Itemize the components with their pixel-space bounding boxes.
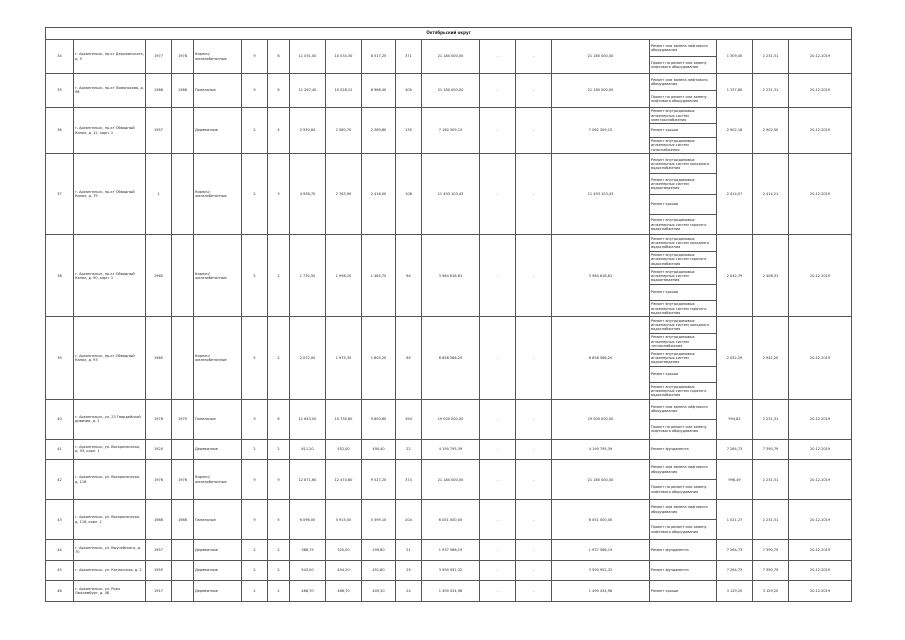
owners-cost: 4 190 795,39 bbox=[552, 439, 650, 460]
completion-date: 20.12.2019 bbox=[789, 74, 852, 108]
work-type: Ремонт внутридомовых инженерных систем водоотведения bbox=[650, 174, 717, 194]
address-cell: г. Архангельск, пр-кт Дзержинского, д. 9 bbox=[74, 40, 146, 74]
total-cost: 7 160 309,15 bbox=[422, 107, 480, 153]
work-type: Ремонт внутридомовых инженерных систем водоотведения bbox=[650, 350, 717, 366]
total-cost: 11 493 103,43 bbox=[422, 154, 480, 235]
fund-regional: - bbox=[516, 460, 552, 500]
fund-federal: - bbox=[480, 399, 516, 439]
total-cost: 21 180 000,00 bbox=[422, 40, 480, 74]
residents-count: 108 bbox=[396, 154, 422, 235]
section-title: Октябрьский округ bbox=[46, 28, 852, 40]
commission-year: 1986 bbox=[172, 500, 194, 540]
completion-date: 20.12.2019 bbox=[789, 540, 852, 561]
work-type: Ремонт внутридомовых инженерных систем газоснабжения bbox=[650, 137, 717, 153]
work-type: Ремонт или замена лифтового оборудования bbox=[650, 460, 717, 480]
build-year: 1977 bbox=[146, 40, 172, 74]
row-number: 44 bbox=[46, 540, 74, 561]
entrances-count: 6 bbox=[268, 74, 290, 108]
address-cell: г. Архангельск, ул. Розы Люксембург, д. 48 bbox=[74, 581, 146, 602]
commission-year bbox=[172, 560, 194, 581]
living-area: 12 474,60 bbox=[326, 460, 362, 500]
row-number: 46 bbox=[46, 581, 74, 602]
work-type: Проект на ремонт или замену лифтового оборудования bbox=[650, 419, 717, 439]
table-row bbox=[46, 235, 852, 251]
living-area: 320,00 bbox=[326, 540, 362, 561]
residents-count: 394 bbox=[396, 399, 422, 439]
total-area: 11 643,00 bbox=[290, 399, 326, 439]
build-year: 1976 bbox=[146, 460, 172, 500]
fund-regional: - bbox=[516, 560, 552, 581]
entrances-count: 6 bbox=[268, 399, 290, 439]
total-area: 4 938,70 bbox=[290, 154, 326, 235]
residential-area: 2 369,80 bbox=[362, 107, 396, 153]
completion-date: 20.12.2019 bbox=[789, 317, 852, 399]
residential-area: 9 800,60 bbox=[362, 399, 396, 439]
table-row bbox=[46, 40, 852, 57]
commission-year bbox=[172, 540, 194, 561]
commission-year: 1976 bbox=[172, 460, 194, 500]
wall-material: Кирпич/ железобетонные bbox=[194, 460, 242, 500]
build-year: 1957 bbox=[146, 107, 172, 153]
address-cell: г. Архангельск, ул. 23 Гвардейской дивизии, д. 1 bbox=[74, 399, 146, 439]
owners-cost: 21 180 000,00 bbox=[552, 40, 650, 74]
wall-material: Деревянные bbox=[194, 107, 242, 153]
max-unit-cost: 2 902,50 bbox=[753, 107, 789, 153]
commission-year: 1979 bbox=[172, 399, 194, 439]
work-type: Ремонт или замена лифтового оборудования bbox=[650, 500, 717, 520]
residential-area: 1 805,20 bbox=[362, 317, 396, 399]
commission-year bbox=[172, 439, 194, 460]
total-cost: 21 180 000,00 bbox=[422, 74, 480, 108]
residents-count: 25 bbox=[396, 560, 422, 581]
living-area: 5 915,50 bbox=[326, 500, 362, 540]
entrances-count: 2 bbox=[268, 560, 290, 581]
work-type: Ремонт внутридомовых инженерных систем холодного водоснабжения bbox=[650, 317, 717, 333]
unit-cost: 3 129,20 bbox=[717, 581, 753, 602]
residents-count: 22 bbox=[396, 439, 422, 460]
residential-area: 1 484,70 bbox=[362, 235, 396, 317]
completion-date: 20.12.2019 bbox=[789, 40, 852, 74]
fund-regional: - bbox=[516, 317, 552, 399]
fund-regional: - bbox=[516, 74, 552, 108]
max-unit-cost: 2 408,31 bbox=[753, 235, 789, 317]
fund-regional: - bbox=[516, 154, 552, 235]
owners-cost: 21 180 000,00 bbox=[552, 74, 650, 108]
address-cell: г. Архангельск, ул. Воскресенская, д. 116 bbox=[74, 460, 146, 500]
owners-cost: 6 658 566,20 bbox=[552, 317, 650, 399]
fund-federal: - bbox=[480, 500, 516, 540]
wall-material: Деревянные bbox=[194, 560, 242, 581]
commission-year: 1986 bbox=[172, 74, 194, 108]
total-area: 611,20 bbox=[290, 439, 326, 460]
residents-count: 371 bbox=[396, 40, 422, 74]
completion-date: 20.12.2019 bbox=[789, 460, 852, 500]
build-year: 1965 bbox=[146, 317, 172, 399]
row-number: 36 bbox=[46, 107, 74, 153]
build-year: 1978 bbox=[146, 399, 172, 439]
unit-cost: 2 902,16 bbox=[717, 107, 753, 153]
owners-cost: 21 180 000,00 bbox=[552, 460, 650, 500]
total-cost: 1 937 566,19 bbox=[422, 540, 480, 561]
wall-material: Панельные bbox=[194, 399, 242, 439]
floors-count: 2 bbox=[242, 581, 268, 602]
work-type: Ремонт внутридомовых инженерных систем горячего водоснабжения bbox=[650, 215, 717, 235]
work-type: Ремонт внутридомовых инженерных систем горячего водоснабжения bbox=[650, 383, 717, 399]
fund-regional: - bbox=[516, 235, 552, 317]
total-cost: 3 590 952,32 bbox=[422, 560, 480, 581]
fund-regional: - bbox=[516, 500, 552, 540]
entrances-count: 2 bbox=[268, 317, 290, 399]
row-number: 34 bbox=[46, 40, 74, 74]
living-area: 494,20 bbox=[326, 560, 362, 581]
residential-area: 2 416,00 bbox=[362, 154, 396, 235]
work-type: Проект на ремонт или замену лифтового оборудования bbox=[650, 480, 717, 500]
build-year: 1986 bbox=[146, 74, 172, 108]
fund-federal: - bbox=[480, 540, 516, 561]
table-row bbox=[46, 581, 852, 602]
fund-federal: - bbox=[480, 581, 516, 602]
commission-year bbox=[172, 107, 194, 153]
row-number: 45 bbox=[46, 560, 74, 581]
work-type: Проект на ремонт или замену лифтового оборудования bbox=[650, 90, 717, 107]
floors-count: 2 bbox=[242, 439, 268, 460]
max-unit-cost: 2 231,31 bbox=[753, 40, 789, 74]
completion-date: 20.12.2019 bbox=[789, 399, 852, 439]
total-area: 2 072,00 bbox=[290, 317, 326, 399]
floors-count: 2 bbox=[242, 107, 268, 153]
address-cell: г. Архангельск, ул. Котласская, д. 2 bbox=[74, 560, 146, 581]
owners-cost: 1 490 434,98 bbox=[552, 581, 650, 602]
total-area: 466,70 bbox=[290, 581, 326, 602]
work-type: Проект на ремонт или замену лифтового оборудования bbox=[650, 57, 717, 74]
wall-material: Кирпич/ железобетонные bbox=[194, 317, 242, 399]
max-unit-cost: 2 231,31 bbox=[753, 399, 789, 439]
unit-cost: 996,49 bbox=[717, 460, 753, 500]
completion-date: 20.12.2019 bbox=[789, 235, 852, 317]
build-year: 1960 bbox=[146, 235, 172, 317]
max-unit-cost: 2 414,21 bbox=[753, 154, 789, 235]
floors-count: 5 bbox=[242, 317, 268, 399]
address-cell: г. Архангельск, ул. Воскресенская, д. 116, корп. 2 bbox=[74, 500, 146, 540]
completion-date: 20.12.2019 bbox=[789, 107, 852, 153]
build-year: 1920 bbox=[146, 439, 172, 460]
unit-cost: 1 337,80 bbox=[717, 74, 753, 108]
max-unit-cost: 2 231,31 bbox=[753, 74, 789, 108]
entrances-count: 3 bbox=[268, 154, 290, 235]
owners-cost: 7 062 309,15 bbox=[552, 107, 650, 153]
row-number: 42 bbox=[46, 460, 74, 500]
entrances-count: 2 bbox=[268, 235, 290, 317]
max-unit-cost: 7 390,79 bbox=[753, 439, 789, 460]
wall-material: Кирпич/ железобетонные bbox=[194, 154, 242, 235]
entrances-count: 5 bbox=[268, 500, 290, 540]
table-row bbox=[46, 154, 852, 174]
living-area: 2 580,70 bbox=[326, 107, 362, 153]
total-area: 12 871,60 bbox=[290, 460, 326, 500]
residents-count: 85 bbox=[396, 317, 422, 399]
table-row bbox=[46, 74, 852, 91]
total-cost: 3 984 618,61 bbox=[422, 235, 480, 317]
floors-count: 2 bbox=[242, 540, 268, 561]
residents-count: 135 bbox=[396, 107, 422, 153]
entrances-count: 4 bbox=[268, 107, 290, 153]
residents-count: 374 bbox=[396, 460, 422, 500]
commission-year bbox=[172, 581, 194, 602]
work-type: Ремонт внутридомовых инженерных систем холодного водоснабжения bbox=[650, 235, 717, 251]
total-cost: 19 000 000,00 bbox=[422, 399, 480, 439]
unit-cost: 2 042,79 bbox=[717, 235, 753, 317]
living-area: 1 975,30 bbox=[326, 317, 362, 399]
row-number: 43 bbox=[46, 500, 74, 540]
completion-date: 20.12.2019 bbox=[789, 500, 852, 540]
fund-federal: - bbox=[480, 107, 516, 153]
residential-area: 8 966,40 bbox=[362, 74, 396, 108]
total-area: 11 031,00 bbox=[290, 40, 326, 74]
row-number: 35 bbox=[46, 74, 74, 108]
work-type: Ремонт или замена лифтового оборудования bbox=[650, 74, 717, 91]
row-number: 38 bbox=[46, 235, 74, 317]
fund-federal: - bbox=[480, 317, 516, 399]
residential-area: 451,80 bbox=[362, 560, 396, 581]
table-row bbox=[46, 317, 852, 333]
address-cell: г. Архангельск, пр-кт Обводный Канал, д. 90, корп. 1 bbox=[74, 235, 146, 317]
fund-regional: - bbox=[516, 399, 552, 439]
total-area: 6 096,00 bbox=[290, 500, 326, 540]
unit-cost: 1 309,40 bbox=[717, 40, 753, 74]
owners-cost: 3 984 618,61 bbox=[552, 235, 650, 317]
table-row bbox=[46, 540, 852, 561]
max-unit-cost: 2 231,31 bbox=[753, 500, 789, 540]
total-cost: 6 051 000,00 bbox=[422, 500, 480, 540]
work-type: Ремонт внутридомовых инженерных систем горячего водоснабжения bbox=[650, 251, 717, 267]
floors-count: 5 bbox=[242, 235, 268, 317]
living-area: 466,70 bbox=[326, 581, 362, 602]
row-number: 37 bbox=[46, 154, 74, 235]
completion-date: 20.12.2019 bbox=[789, 439, 852, 460]
fund-federal: - bbox=[480, 560, 516, 581]
fund-federal: - bbox=[480, 40, 516, 74]
wall-material: Деревянные bbox=[194, 581, 242, 602]
residential-area: 299,80 bbox=[362, 540, 396, 561]
entrances-count: 2 bbox=[268, 581, 290, 602]
owners-cost: 1 937 566,19 bbox=[552, 540, 650, 561]
living-area: 10 034,30 bbox=[326, 40, 362, 74]
total-cost: 4 190 795,39 bbox=[422, 439, 480, 460]
floors-count: 9 bbox=[242, 399, 268, 439]
row-number: 40 bbox=[46, 399, 74, 439]
capital-repair-table bbox=[45, 27, 852, 602]
work-type: Ремонт фундамента bbox=[650, 540, 717, 561]
fund-regional: - bbox=[516, 40, 552, 74]
build-year: 1 bbox=[146, 154, 172, 235]
total-cost: 21 180 000,00 bbox=[422, 460, 480, 500]
fund-regional: - bbox=[516, 107, 552, 153]
commission-year bbox=[172, 317, 194, 399]
unit-cost: 2 414,07 bbox=[717, 154, 753, 235]
build-year: 1986 bbox=[146, 500, 172, 540]
work-type: Ремонт крыши bbox=[650, 124, 717, 137]
work-type: Ремонт внутридомовых инженерных систем водоотведения bbox=[650, 268, 717, 284]
residential-area: 9 527,20 bbox=[362, 460, 396, 500]
unit-cost: 1 021,27 bbox=[717, 500, 753, 540]
living-area: 552,00 bbox=[326, 439, 362, 460]
work-type: Ремонт фундамента bbox=[650, 560, 717, 581]
row-number: 41 bbox=[46, 439, 74, 460]
completion-date: 20.12.2019 bbox=[789, 581, 852, 602]
wall-material: Деревянные bbox=[194, 540, 242, 561]
total-area: 386,75 bbox=[290, 540, 326, 561]
work-type: Ремонт внутридомовых инженерных систем теплоснабжения bbox=[650, 333, 717, 349]
residential-area: 405,10 bbox=[362, 581, 396, 602]
work-type: Проект на ремонт или замену лифтового оборудования bbox=[650, 520, 717, 540]
build-year: 1917 bbox=[146, 581, 172, 602]
table-row bbox=[46, 399, 852, 419]
unit-cost: 7 264,73 bbox=[717, 439, 753, 460]
work-type: Ремонт внутридомовых инженерных систем горячего водоснабжения bbox=[650, 301, 717, 317]
entrances-count: 9 bbox=[268, 460, 290, 500]
residents-count: 21 bbox=[396, 540, 422, 561]
total-cost: 6 658 566,20 bbox=[422, 317, 480, 399]
table-row bbox=[46, 107, 852, 123]
max-unit-cost: 7 390,79 bbox=[753, 540, 789, 561]
wall-material: Деревянные bbox=[194, 439, 242, 460]
owners-cost: 3 590 952,32 bbox=[552, 560, 650, 581]
work-type: Ремонт крыши bbox=[650, 581, 717, 602]
owners-cost: 6 051 000,00 bbox=[552, 500, 650, 540]
build-year: 1957 bbox=[146, 540, 172, 561]
living-area: 10 028,12 bbox=[326, 74, 362, 108]
work-type: Ремонт фундамента bbox=[650, 439, 717, 460]
max-unit-cost: 3 129,20 bbox=[753, 581, 789, 602]
floors-count: 2 bbox=[242, 154, 268, 235]
commission-year bbox=[172, 154, 194, 235]
total-cost: 1 490 434,98 bbox=[422, 581, 480, 602]
unit-cost: 994,82 bbox=[717, 399, 753, 439]
work-type: Ремонт внутридомовых инженерных систем электроснабжения bbox=[650, 107, 717, 123]
fund-regional: - bbox=[516, 439, 552, 460]
work-type: Ремонт крыши bbox=[650, 366, 717, 382]
fund-regional: - bbox=[516, 581, 552, 602]
completion-date: 20.12.2019 bbox=[789, 560, 852, 581]
table-row bbox=[46, 560, 852, 581]
floors-count: 9 bbox=[242, 460, 268, 500]
table-row bbox=[46, 460, 852, 480]
table-row bbox=[46, 500, 852, 520]
entrances-count: 6 bbox=[268, 40, 290, 74]
residents-count: 24 bbox=[396, 581, 422, 602]
address-cell: г. Архангельск, ул. Выучейского, д. 70 bbox=[74, 540, 146, 561]
work-type: Ремонт крыши bbox=[650, 194, 717, 214]
wall-material: Панельные bbox=[194, 500, 242, 540]
wall-material: Кирпич/ железобетонные bbox=[194, 40, 242, 74]
address-cell: г. Архангельск, ул. Воскресенская, д. 93, корп. 1 bbox=[74, 439, 146, 460]
living-area: 2 763,90 bbox=[326, 154, 362, 235]
address-cell: г. Архангельск, пр-кт Обводный Канал, д. 79 bbox=[74, 154, 146, 235]
commission-year bbox=[172, 235, 194, 317]
floors-count: 9 bbox=[242, 500, 268, 540]
fund-federal: - bbox=[480, 439, 516, 460]
floors-count: 2 bbox=[242, 560, 268, 581]
row-number: 39 bbox=[46, 317, 74, 399]
unit-cost: 7 264,73 bbox=[717, 540, 753, 561]
living-area: 10 730,60 bbox=[326, 399, 362, 439]
address-cell: г. Архангельск, пр-кт Обводный Канал, д. 93 bbox=[74, 317, 146, 399]
work-type: Ремонт крыши bbox=[650, 284, 717, 300]
fund-regional: - bbox=[516, 540, 552, 561]
unit-cost: 7 264,73 bbox=[717, 560, 753, 581]
total-area: 2 530,84 bbox=[290, 107, 326, 153]
total-area: 1 730,50 bbox=[290, 235, 326, 317]
wall-material: Панельные bbox=[194, 74, 242, 108]
table-row bbox=[46, 439, 852, 460]
residential-area: 490,40 bbox=[362, 439, 396, 460]
floors-count: 9 bbox=[242, 74, 268, 108]
fund-federal: - bbox=[480, 74, 516, 108]
entrances-count: 2 bbox=[268, 540, 290, 561]
floors-count: 9 bbox=[242, 40, 268, 74]
entrances-count: 2 bbox=[268, 439, 290, 460]
wall-material: Кирпич/ железобетонные bbox=[194, 235, 242, 317]
address-cell: г. Архангельск, пр-кт Обводный Канал, д. 12, корп. 1 bbox=[74, 107, 146, 153]
owners-cost: 11 493 103,43 bbox=[552, 154, 650, 235]
address-cell: г. Архангельск, пр-кт Ломоносова, д. 98 bbox=[74, 74, 146, 108]
residents-count: 405 bbox=[396, 74, 422, 108]
residents-count: 64 bbox=[396, 235, 422, 317]
max-unit-cost: 2 942,20 bbox=[753, 317, 789, 399]
build-year: 1955 bbox=[146, 560, 172, 581]
fund-federal: - bbox=[480, 154, 516, 235]
completion-date: 20.12.2019 bbox=[789, 154, 852, 235]
living-area: 1 998,10 bbox=[326, 235, 362, 317]
unit-cost: 2 052,29 bbox=[717, 317, 753, 399]
fund-federal: - bbox=[480, 235, 516, 317]
work-type: Ремонт или замена лифтового оборудования bbox=[650, 40, 717, 57]
commission-year: 1978 bbox=[172, 40, 194, 74]
owners-cost: 19 000 000,00 bbox=[552, 399, 650, 439]
work-type: Ремонт внутридомовых инженерных систем холодного водоснабжения bbox=[650, 154, 717, 174]
residents-count: 204 bbox=[396, 500, 422, 540]
total-area: 543,00 bbox=[290, 560, 326, 581]
total-area: 11 267,40 bbox=[290, 74, 326, 108]
work-type: Ремонт или замена лифтового оборудования bbox=[650, 399, 717, 419]
max-unit-cost: 2 231,31 bbox=[753, 460, 789, 500]
fund-federal: - bbox=[480, 460, 516, 500]
residential-area: 8 517,25 bbox=[362, 40, 396, 74]
residential-area: 5 399,10 bbox=[362, 500, 396, 540]
max-unit-cost: 7 390,79 bbox=[753, 560, 789, 581]
